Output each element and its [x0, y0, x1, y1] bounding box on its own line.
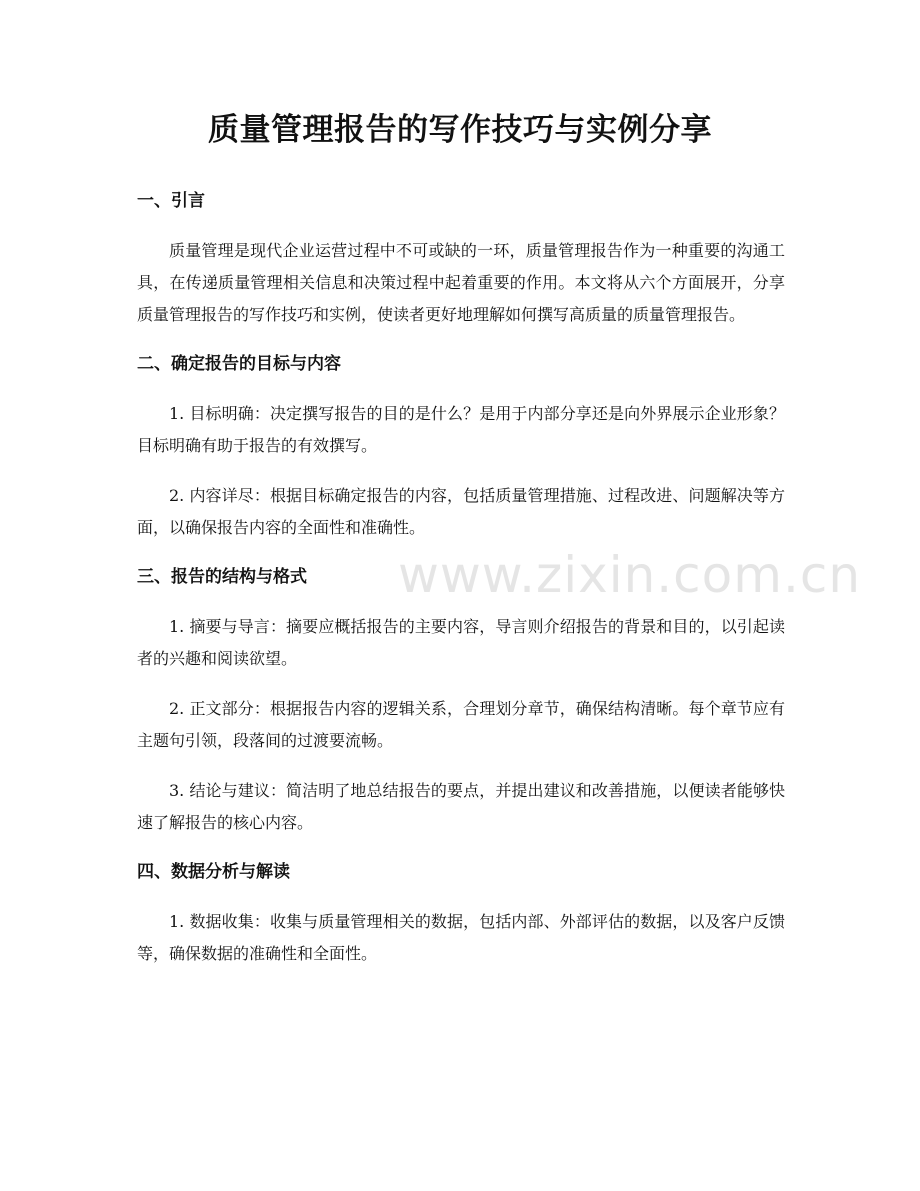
watermark-text: www.zixin.com.cn: [398, 546, 862, 604]
section-heading: 四、数据分析与解读: [137, 862, 290, 882]
document-title: 质量管理报告的写作技巧与实例分享: [208, 112, 712, 148]
section-paragraph: 2. 正文部分：根据报告内容的逻辑关系，合理划分章节，确保结构清晰。每个章节应有主题句引领，段落间的过渡要流畅。: [137, 699, 785, 750]
section-heading: 一、引言: [137, 191, 205, 211]
section-paragraph: 质量管理是现代企业运营过程中不可或缺的一环，质量管理报告作为一种重要的沟通工具，在传递质量管理相关信息和决策过程中起着重要的作用。本文将从六个方面展开，分享质量管理报告的写作技巧和实例，使读者更好地理解如何撰写高质量的质量管理报告。: [137, 241, 785, 324]
section-heading: 二、确定报告的目标与内容: [137, 354, 341, 374]
section-heading: 三、报告的结构与格式: [137, 567, 307, 587]
section-paragraph: 1. 目标明确：决定撰写报告的目的是什么？是用于内部分享还是向外界展示企业形象？目标明确有助于报告的有效撰写。: [137, 404, 785, 455]
section-paragraph: 1. 数据收集：收集与质量管理相关的数据，包括内部、外部评估的数据，以及客户反馈等，确保数据的准确性和全面性。: [137, 912, 785, 963]
document-body: [137, 186, 785, 970]
section-paragraph: 1. 摘要与导言：摘要应概括报告的主要内容，导言则介绍报告的背景和目的，以引起读者的兴趣和阅读欲望。: [137, 617, 785, 668]
section-paragraph: 2. 内容详尽：根据目标确定报告的内容，包括质量管理措施、过程改进、问题解决等方面，以确保报告内容的全面性和准确性。: [137, 486, 785, 537]
section-paragraph: 3. 结论与建议：简洁明了地总结报告的要点，并提出建议和改善措施，以便读者能够快速了解报告的核心内容。: [137, 781, 785, 832]
